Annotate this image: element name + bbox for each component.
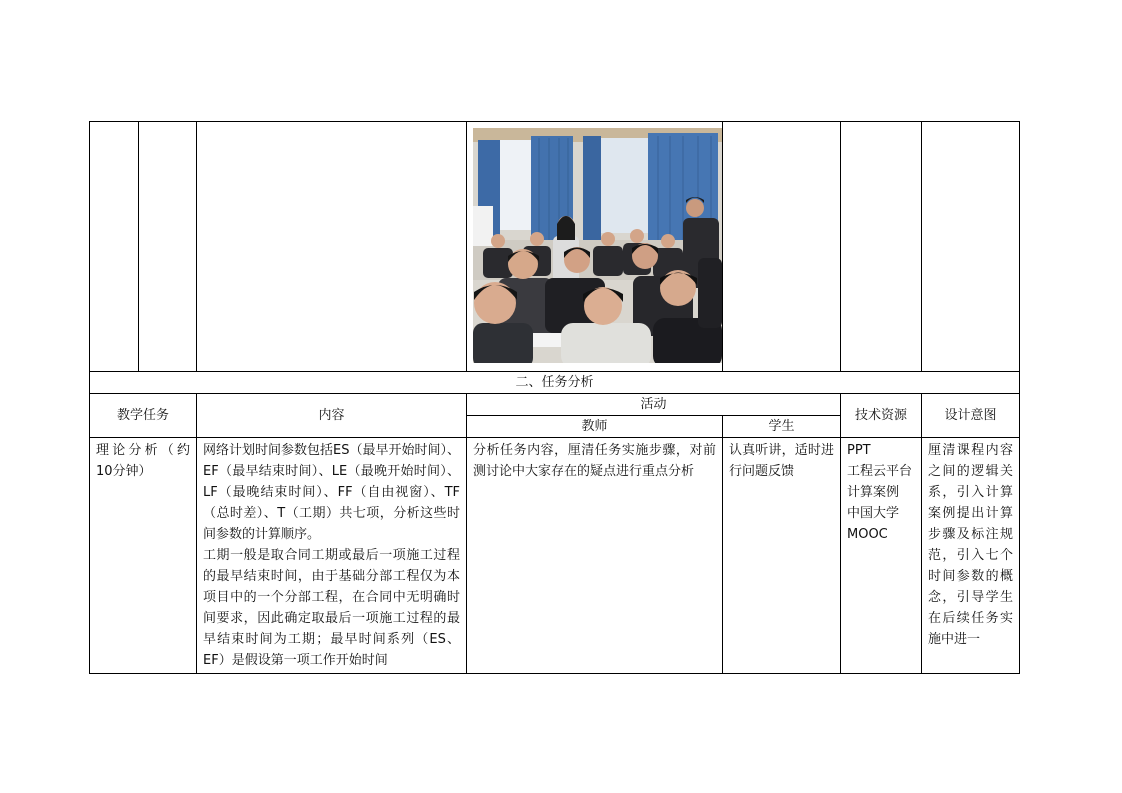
- section-row: [90, 372, 1020, 394]
- header-student: 学生: [723, 416, 841, 438]
- task-row: [90, 438, 1020, 674]
- task-cell: 理论分析（约10分钟）: [90, 438, 197, 674]
- header-content: 内容: [197, 394, 467, 438]
- empty-cell: [90, 122, 139, 372]
- empty-cell: [197, 122, 467, 372]
- content-paragraph: 工期一般是取合同工期或最后一项施工过程的最早结束时间，由于基础分部工程仅为本项目中的一个分部工程，在合同中无明确时间要求，因此确定取最后一项施工过程的最早结束时间为工期；最早时间系列（ES、EF）是假设第一项工作开始时间: [203, 548, 460, 668]
- empty-cell: [723, 122, 841, 372]
- classroom-photo: [473, 128, 722, 363]
- header-activity: 活动: [467, 394, 841, 416]
- header-teacher: 教师: [467, 416, 723, 438]
- resource-item: PPT: [847, 443, 871, 458]
- resource-item: 工程云平台: [847, 464, 913, 479]
- student-activity-cell: 认真听讲，适时进行问题反馈: [723, 438, 841, 674]
- photo-row: [90, 122, 1020, 372]
- header-row: [90, 394, 1020, 416]
- photo-cell: [467, 122, 723, 372]
- teacher-activity-cell: 分析任务内容，厘清任务实施步骤，对前测讨论中大家存在的疑点进行重点分析: [467, 438, 723, 674]
- header-task: 教学任务: [90, 394, 197, 438]
- section-title: 二、任务分析: [90, 372, 1020, 394]
- lesson-plan-sheet: [89, 121, 1019, 674]
- resources-cell: [841, 438, 922, 674]
- lesson-plan-table: [89, 121, 1020, 674]
- empty-cell: [922, 122, 1020, 372]
- resource-item: 中国大学MOOC: [847, 506, 900, 542]
- empty-cell: [841, 122, 922, 372]
- header-resources: 技术资源: [841, 394, 922, 438]
- header-intent: 设计意图: [922, 394, 1020, 438]
- resource-item: 计算案例: [847, 485, 900, 500]
- intent-cell: 厘清课程内容之间的逻辑关系，引入计算案例提出计算步骤及标注规范，引入七个时间参数的概念，引导学生在后续任务实施中进一: [922, 438, 1020, 674]
- empty-cell: [139, 122, 197, 372]
- content-paragraph: 网络计划时间参数包括ES（最早开始时间）、EF（最早结束时间）、LE（最晚开始时间）、LF（最晚结束时间）、FF（自由视窗）、TF（总时差）、T（工期）共七项，分析这些时间参数的计算顺序。: [203, 443, 460, 542]
- content-cell: [197, 438, 467, 674]
